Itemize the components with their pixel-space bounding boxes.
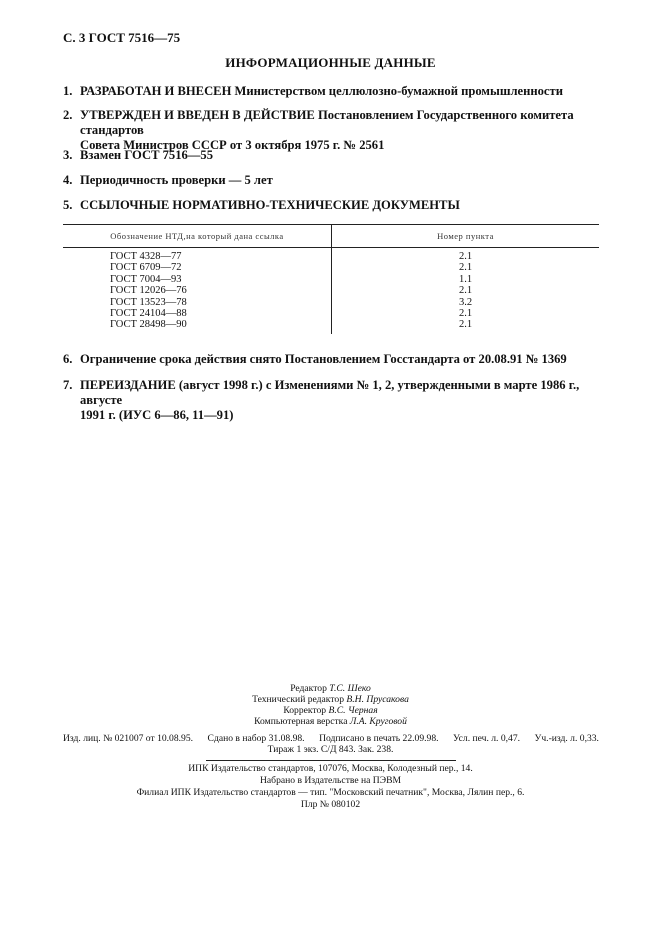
print-sheets: Усл. печ. л. 0,47.: [453, 733, 521, 744]
item-number: 5.: [63, 198, 73, 212]
table-row: [63, 285, 599, 296]
info-item-6: [63, 352, 611, 367]
cell-clause: 3.2: [458, 296, 473, 308]
table-header-row: [63, 225, 599, 248]
cell-document: ГОСТ 12026—76: [63, 285, 332, 296]
reference-documents-table: [63, 224, 599, 334]
license: Изд. лиц. № 021007 от 10.08.95.: [63, 733, 194, 744]
item-text: РАЗРАБОТАН И ВНЕСЕН Министерством целлюлозно-бумажной промышленности: [80, 84, 563, 98]
imprint-layout: [0, 716, 661, 728]
imprint-publisher: ИПК Издательство стандартов, 107076, Москва, Колодезный пер., 14.: [188, 763, 473, 774]
item-text-line2: Совета Министров СССР от 3 октября 1975 г. № 2561: [80, 138, 385, 152]
layout-label: Компьютерная верстка: [254, 716, 348, 727]
tech-editor-name: В.Н. Прусакова: [346, 694, 409, 705]
editor-name: Т.С. Шеко: [329, 683, 371, 694]
item-text-line1: УТВЕРЖДЕН И ВВЕДЕН В ДЕЙСТВИЕ Постановлением Государственного комитета стандартов: [80, 108, 574, 137]
table-row: [63, 248, 599, 263]
cell-clause: 1.1: [458, 273, 473, 285]
imprint-editor: [0, 683, 661, 695]
table-row: [63, 297, 599, 308]
table-row: [63, 274, 599, 285]
imprint-run: Тираж 1 экз. С/Д 843. Зак. 238.: [267, 744, 394, 755]
pub-sheets: Уч.-изд. л. 0,33.: [534, 733, 599, 744]
editor-label: Редактор: [290, 683, 327, 694]
cell-document: ГОСТ 6709—72: [63, 262, 332, 273]
info-item-2: [63, 108, 611, 153]
corrector-label: Корректор: [283, 705, 327, 716]
item-number: 1.: [63, 84, 73, 98]
item-number: 6.: [63, 352, 73, 366]
table-row: [63, 319, 599, 333]
typeset-date: Сдано в набор 31.08.98.: [207, 733, 305, 744]
table-row: [63, 262, 599, 273]
cell-clause: 2.1: [458, 319, 473, 331]
imprint-typeset-at: Набрано в Издательстве на ПЭВМ: [260, 775, 401, 786]
layout-name: Л.А. Круговой: [349, 716, 407, 727]
item-number: 3.: [63, 148, 73, 162]
item-text: Периодичность проверки — 5 лет: [80, 173, 273, 187]
table-row: [63, 308, 599, 319]
info-item-5: [63, 198, 611, 213]
info-item-1: [63, 84, 611, 99]
cell-clause: 2.1: [458, 251, 473, 262]
item-text: ССЫЛОЧНЫЕ НОРМАТИВНО-ТЕХНИЧЕСКИЕ ДОКУМЕНТЫ: [80, 198, 460, 212]
document-title: ИНФОРМАЦИОННЫЕ ДАННЫЕ: [225, 55, 436, 70]
item-text-line1: ПЕРЕИЗДАНИЕ (август 1998 г.) с Изменениями № 1, 2, утвержденными в марте 1986 г., августе: [80, 378, 580, 407]
item-text: Взамен ГОСТ 7516—55: [80, 148, 213, 162]
cell-document: ГОСТ 4328—77: [63, 248, 332, 263]
cell-document: ГОСТ 13523—78: [63, 297, 332, 308]
imprint-corrector: [0, 705, 661, 717]
imprint-plr: Плр № 080102: [300, 799, 361, 810]
column-header-clause: Номер пункта: [332, 225, 600, 248]
item-number: 7.: [63, 378, 73, 392]
item-text-line2: 1991 г. (ИУС 6—86, 11—91): [80, 408, 234, 422]
column-header-document: Обозначение НТД,на который дана ссылка: [63, 225, 332, 248]
signed-date: Подписано в печать 22.09.98.: [319, 733, 439, 744]
item-number: 4.: [63, 173, 73, 187]
imprint-details-line: [63, 733, 599, 745]
info-item-4: [63, 173, 611, 188]
page-header: С. 3 ГОСТ 7516—75: [63, 30, 181, 45]
cell-document: ГОСТ 28498—90: [63, 319, 332, 333]
tech-editor-label: Технический редактор: [252, 694, 344, 705]
divider: [206, 760, 456, 761]
cell-clause: 2.1: [458, 262, 473, 274]
item-number: 2.: [63, 108, 73, 122]
item-text: Ограничение срока действия снято Постановлением Госстандарта от 20.08.91 № 1369: [80, 352, 567, 366]
imprint-branch: Филиал ИПК Издательство стандартов — тип. "Московский печатник", Москва, Лялин пер., 6.: [136, 787, 525, 798]
cell-document: ГОСТ 24104—88: [63, 308, 332, 319]
cell-document: ГОСТ 7004—93: [63, 274, 332, 285]
cell-clause: 2.1: [458, 285, 473, 297]
info-item-7: [63, 378, 611, 423]
corrector-name: В.С. Черная: [328, 705, 378, 716]
cell-clause: 2.1: [458, 308, 473, 320]
imprint-tech-editor: [0, 694, 661, 706]
info-item-3: [63, 148, 611, 163]
